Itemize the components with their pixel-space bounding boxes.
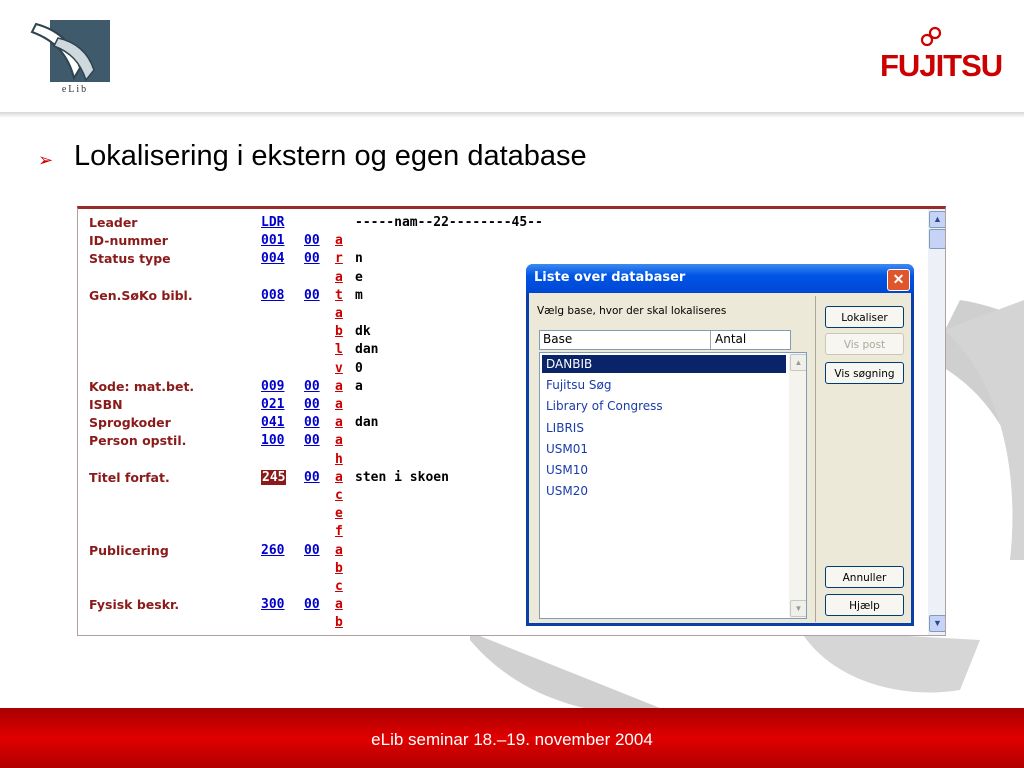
scroll-down-icon[interactable]: ▼ [929, 615, 946, 632]
indicator-link[interactable]: 00 [304, 378, 320, 394]
scroll-up-icon[interactable]: ▲ [929, 211, 946, 228]
subfield-code-link[interactable]: a [335, 397, 343, 412]
listbox-scrollbar[interactable] [789, 353, 806, 618]
hjaelp-button[interactable]: Hjælp [825, 594, 904, 616]
indicator-link[interactable]: 00 [304, 415, 320, 431]
record-row [78, 215, 918, 233]
elib-logo-text: eLib [61, 84, 89, 95]
field-tag-link[interactable]: 009 [261, 378, 285, 394]
subfield-code-link[interactable]: a [335, 469, 343, 485]
field-tag-link[interactable]: 001 [261, 233, 285, 249]
subfield-code-link[interactable]: a [335, 542, 343, 558]
dialog-prompt: Vælg base, hvor der skal lokaliseres [537, 305, 727, 317]
database-list-item[interactable]: DANBIB [542, 355, 786, 373]
subfield-code-link[interactable]: a [335, 306, 343, 321]
field-label: Titel forfat. [89, 469, 170, 485]
field-label: Leader [89, 215, 138, 230]
field-value: a [355, 378, 363, 394]
subfield-code-link[interactable]: b [335, 560, 343, 576]
field-label: Fysisk beskr. [89, 597, 180, 613]
indicator-link[interactable]: 00 [304, 542, 320, 558]
field-value: dk [355, 324, 371, 340]
subfield-code-link[interactable]: c [335, 488, 343, 503]
vis-sogning-button[interactable]: Vis søgning [825, 362, 904, 384]
subfield-code-link[interactable]: a [335, 233, 343, 249]
database-list-item[interactable]: USM20 [546, 484, 589, 499]
field-value: n [355, 251, 363, 267]
column-header-base[interactable]: Base [543, 332, 573, 346]
list-header [539, 330, 791, 350]
field-tag-link[interactable]: 021 [261, 397, 285, 412]
database-list-item[interactable]: Fujitsu Søg [546, 378, 612, 393]
indicator-link[interactable]: 00 [304, 433, 320, 449]
database-list-item[interactable]: USM10 [546, 463, 589, 477]
subfield-code-link[interactable]: v [335, 360, 343, 376]
subfield-code-link[interactable]: c [335, 579, 343, 594]
bullet-arrow-icon: ➢ [38, 150, 54, 170]
field-tag-link[interactable]: 004 [261, 251, 285, 267]
subfield-code-link[interactable]: e [335, 506, 343, 522]
indicator-link[interactable]: 00 [304, 597, 320, 613]
field-tag-link[interactable]: 260 [261, 542, 285, 558]
annuller-button[interactable]: Annuller [825, 566, 904, 588]
field-label: Person opstil. [89, 433, 187, 449]
database-list-item[interactable]: Library of Congress [546, 399, 663, 414]
scroll-thumb[interactable] [929, 229, 946, 249]
field-value: sten i skoen [355, 469, 449, 485]
list-scroll-down-icon[interactable]: ▼ [790, 600, 807, 617]
subfield-code-link[interactable]: a [335, 433, 343, 449]
indicator-link[interactable]: 00 [304, 469, 320, 485]
field-label: Status type [89, 251, 171, 267]
field-label: ISBN [89, 397, 123, 412]
record-row [78, 233, 918, 251]
subfield-code-link[interactable]: b [335, 615, 343, 631]
fujitsu-infinity-icon [920, 26, 944, 48]
field-value: dan [355, 342, 379, 358]
field-label: Publicering [89, 542, 169, 558]
subfield-code-link[interactable]: t [335, 287, 343, 303]
slide-title: Lokalisering i ekstern og egen database [74, 140, 587, 172]
footer-text: eLib seminar 18.–19. november 2004 [371, 730, 653, 749]
field-value: m [355, 287, 363, 303]
field-tag-link[interactable]: 100 [261, 433, 285, 449]
database-list-item[interactable]: LIBRIS [546, 420, 584, 435]
field-value: dan [355, 415, 379, 431]
field-label: ID-nummer [89, 233, 168, 249]
header-divider [0, 112, 1024, 118]
indicator-link[interactable]: 00 [304, 287, 320, 303]
subfield-code-link[interactable]: a [335, 378, 343, 394]
record-scrollbar[interactable] [928, 209, 945, 635]
indicator-link[interactable]: 00 [304, 251, 320, 267]
database-listbox[interactable] [539, 352, 807, 619]
database-list-dialog [526, 264, 914, 626]
field-tag-link[interactable]: 008 [261, 287, 285, 303]
subfield-code-link[interactable]: a [335, 415, 343, 431]
dialog-titlebar[interactable] [526, 264, 914, 293]
subfield-code-link[interactable]: h [335, 451, 343, 467]
field-value: 0 [355, 360, 363, 376]
field-tag-link[interactable]: 245 [262, 469, 286, 485]
subfield-code-link[interactable]: f [335, 524, 343, 540]
subfield-code-link[interactable]: a [335, 597, 343, 613]
indicator-link[interactable]: 00 [304, 233, 320, 249]
list-scroll-up-icon[interactable]: ▲ [790, 354, 807, 371]
button-separator [815, 296, 816, 622]
field-label: Sprogkoder [89, 415, 171, 431]
database-list-item[interactable]: USM01 [546, 441, 589, 456]
fujitsu-logo: FUJITSU [880, 48, 1003, 83]
subfield-code-link[interactable]: r [335, 251, 343, 267]
subfield-code-link[interactable]: b [335, 324, 343, 340]
indicator-link[interactable]: 00 [304, 397, 320, 412]
field-label: Kode: mat.bet. [89, 378, 195, 394]
field-tag-link[interactable]: 300 [261, 597, 285, 613]
lokaliser-button[interactable]: Lokaliser [825, 306, 904, 328]
field-label: Gen.SøKo bibl. [89, 287, 193, 303]
field-tag-link[interactable]: 041 [261, 415, 285, 431]
subfield-code-link[interactable]: l [335, 342, 343, 358]
close-icon[interactable]: ✕ [887, 269, 910, 291]
subfield-code-link[interactable]: a [335, 269, 343, 285]
column-header-antal[interactable]: Antal [715, 332, 747, 346]
field-value: -----nam--22--------45-- [355, 215, 543, 230]
field-tag-link[interactable]: LDR [261, 215, 285, 230]
vis-post-button[interactable]: Vis post [825, 333, 904, 355]
field-value: e [355, 269, 363, 285]
dialog-title: Liste over databaser [534, 270, 686, 285]
